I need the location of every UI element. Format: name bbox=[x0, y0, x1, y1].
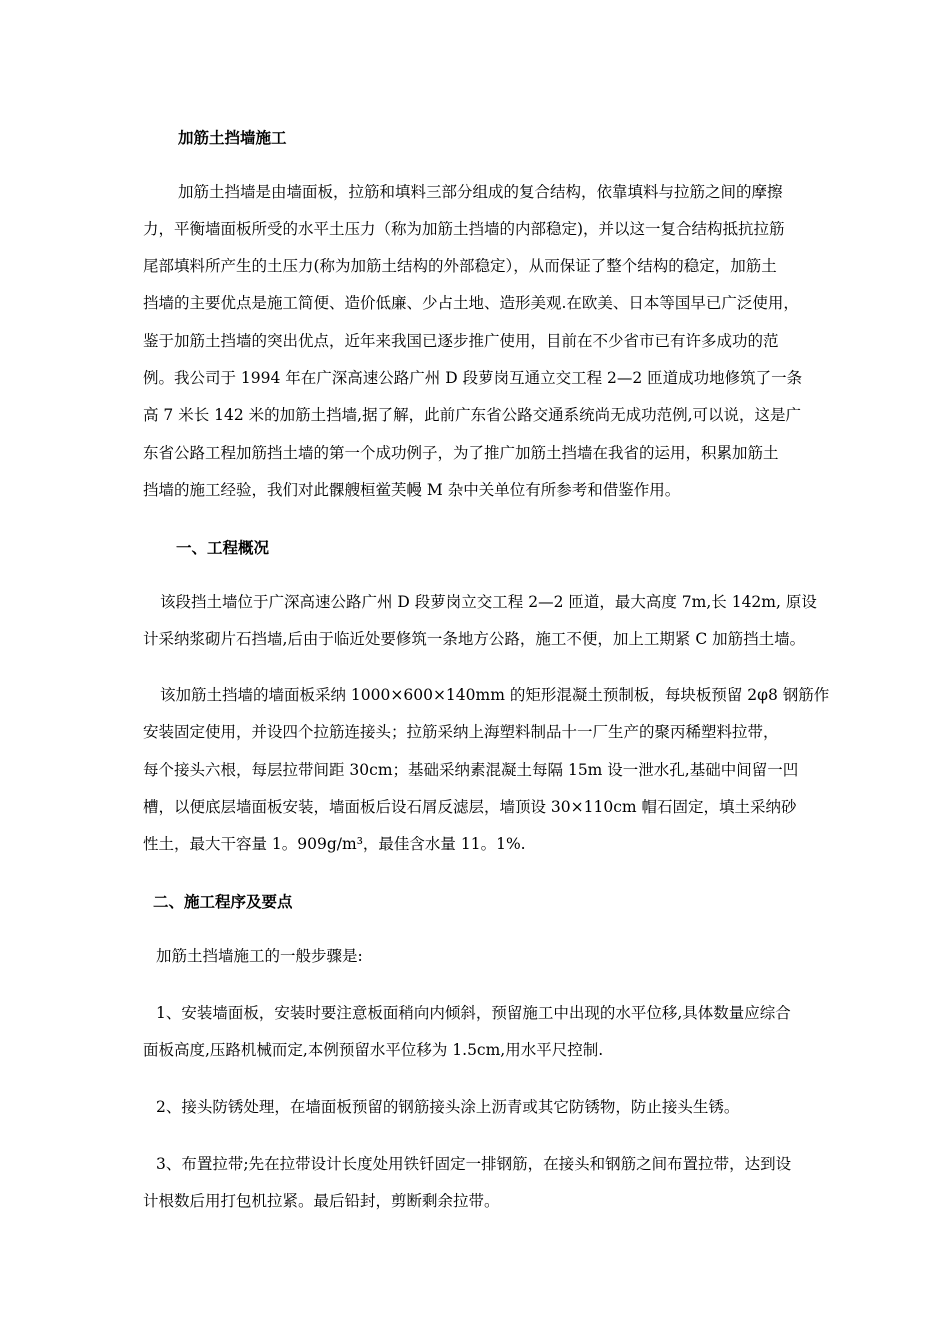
intro-line-9: 挡墙的施工经验，我们对此髁艘桓鲎芙幔 M 杂中关单位有所参考和借鉴作用。 bbox=[143, 481, 681, 499]
section2-step1-line-1: 1、安装墙面板，安装时要注意板面稍向内倾斜，预留施工中出现的水平位移,具体数量应综合 bbox=[156, 1004, 791, 1022]
intro-line-4: 挡墙的主要优点是施工简便、造价低廉、少占土地、造形美观.在欧美、日本等国早已广泛使用， bbox=[143, 294, 799, 312]
section1-para2-line-2: 安装固定使用，并设四个拉筋连接头；拉筋采纳上海塑料制品十一厂生产的聚丙稀塑料拉带， bbox=[143, 723, 779, 741]
section1-heading: 一、工程概况 bbox=[176, 538, 270, 557]
intro-line-1: 加筋土挡墙是由墙面板，拉筋和填料三部分组成的复合结构，依靠填料与拉筋之间的摩擦 bbox=[178, 183, 783, 201]
intro-line-5: 鉴于加筋土挡墙的突出优点，近年来我国已逐步推广使用，目前在不少省市已有许多成功的范 bbox=[143, 332, 779, 350]
intro-line-3: 尾部填料所产生的土压力(称为加筋土结构的外部稳定），从而保证了整个结构的稳定，加筋土 bbox=[143, 257, 777, 275]
document-title: 加筋土挡墙施工 bbox=[178, 128, 287, 147]
section2-step2: 2、接头防锈处理，在墙面板预留的钢筋接头涂上沥青或其它防锈物，防止接头生锈。 bbox=[156, 1098, 740, 1116]
intro-line-8: 东省公路工程加筋挡土墙的第一个成功例子，为了推广加筋土挡墙在我省的运用，积累加筋土 bbox=[143, 444, 779, 462]
section1-para2-line-4: 槽，以便底层墙面板安装，墙面板后设石屑反滤层，墙顶设 30×110cm 帽石固定，填土采纳砂 bbox=[143, 798, 797, 816]
section1-para1-line-2: 计采纳浆砌片石挡墙,后由于临近处要修筑一条地方公路，施工不便，加上工期紧 C 加筋挡土墙。 bbox=[143, 630, 806, 648]
section1-para1-line-1: 该段挡土墙位于广深高速公路广州 D 段萝岗立交工程 2—2 匝道，最大高度 7m,长 142m, 原设 bbox=[160, 593, 817, 611]
section2-heading: 二、施工程序及要点 bbox=[153, 892, 293, 911]
section2-step3-line-2: 计根数后用打包机拉紧。最后铅封，剪断剩余拉带。 bbox=[143, 1192, 500, 1210]
section2-step1-line-2: 面板高度,压路机械而定,本例预留水平位移为 1.5cm,用水平尺控制. bbox=[143, 1041, 604, 1059]
intro-line-2: 力，平衡墙面板所受的水平土压力（称为加筋土挡墙的内部稳定)，并以这一复合结构抵抗拉筋 bbox=[143, 220, 785, 238]
section1-para2-line-3: 每个接头六根，每层拉带间距 30cm；基础采纳素混凝土每隔 15m 设一泄水孔,基础中间留一凹 bbox=[143, 761, 799, 779]
intro-line-6: 例。我公司于 1994 年在广深高速公路广州 D 段萝岗互通立交工程 2—2 匝道成功地修筑了一条 bbox=[143, 369, 803, 387]
section2-step3-line-1: 3、布置拉带;先在拉带设计长度处用铁钎固定一排钢筋，在接头和钢筋之间布置拉带，达到设 bbox=[156, 1155, 792, 1173]
section1-para2-line-1: 该加筋土挡墙的墙面板采纳 1000×600×140mm 的矩形混凝土预制板，每块板预留 2φ8 钢筋作 bbox=[160, 686, 830, 704]
intro-line-7: 高 7 米长 142 米的加筋土挡墙,据了解，此前广东省公路交通系统尚无成功范例,可以说，这是广 bbox=[143, 406, 802, 424]
section2-intro: 加筋土挡墙施工的一般步骤是: bbox=[156, 947, 363, 965]
section1-para2-line-5: 性土，最大干容量 1。909g/m³，最佳含水量 11。1%. bbox=[143, 835, 526, 853]
